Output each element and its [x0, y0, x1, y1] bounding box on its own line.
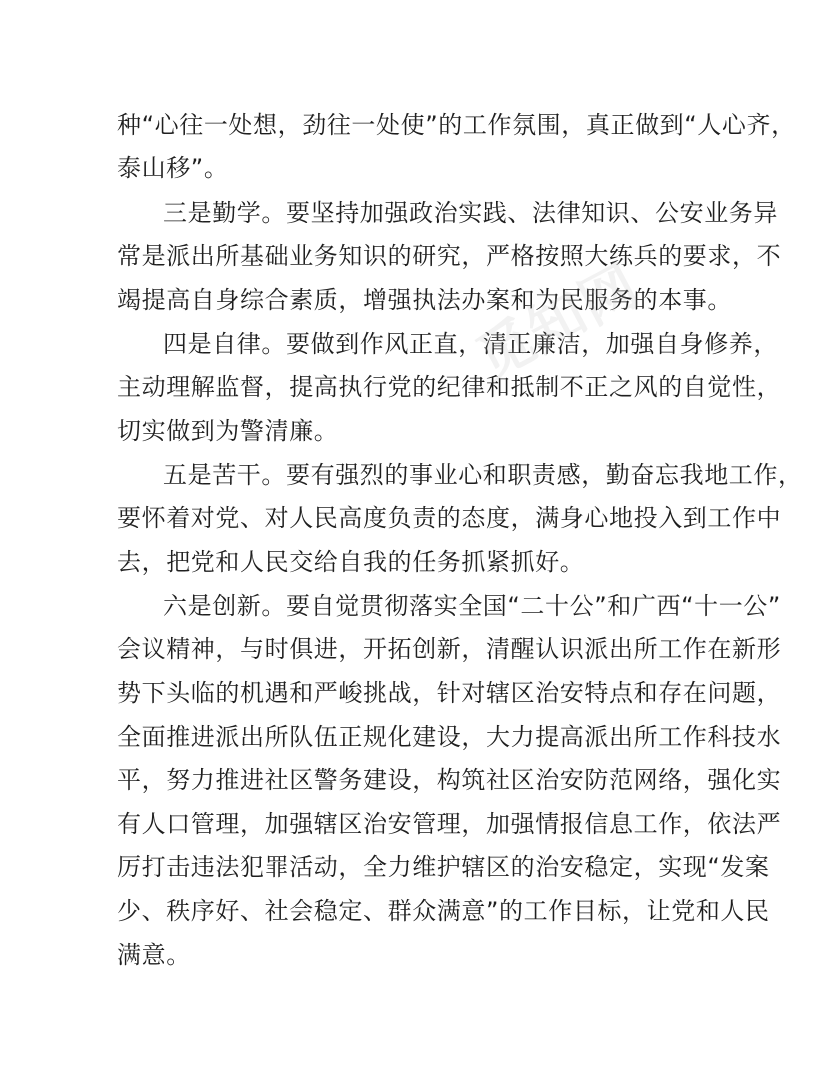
paragraph-4-line-2: 要怀着对党、对人民高度负责的态度，满身心地投入到工作中 — [117, 504, 782, 532]
paragraph-1-line-2: 泰山移”。 — [117, 154, 229, 182]
paragraph-3-line-1: 四是自律。要做到作风正直，清正廉洁，加强自身修养， — [163, 330, 778, 358]
paragraph-5-line-8: 少、秩序好、社会稳定、群众满意”的工作目标，让党和人民 — [117, 897, 770, 925]
paragraph-5-line-1: 六是创新。要自觉贯彻落实全国“二十公”和广西“十一公” — [163, 592, 781, 620]
paragraph-2-line-3: 竭提高自身综合素质，增强执法办案和为民服务的本事。 — [117, 286, 732, 314]
paragraph-5-line-4: 全面推进派出所队伍正规化建设，大力提高派出所工作科技水 — [117, 723, 782, 751]
paragraph-4-line-3: 去，把党和人民交给自我的任务抓紧抓好。 — [117, 548, 585, 576]
paragraph-2-line-1: 三是勤学。要坚持加强政治实践、法律知识、公安业务异 — [163, 199, 778, 227]
paragraph-2-line-2: 常是派出所基础业务知识的研究，严格按照大练兵的要求，不 — [117, 242, 782, 270]
paragraph-5-line-2: 会议精神，与时俱进，开拓创新，清醒认识派出所工作在新形 — [117, 635, 782, 663]
paragraph-5-line-5: 平，努力推进社区警务建设，构筑社区治安防范网络，强化实 — [117, 766, 782, 794]
paragraph-1-line-1: 种“心往一处想，劲往一处使”的工作氛围，真正做到“人心齐， — [117, 111, 796, 139]
paragraph-5-line-3: 势下头临的机遇和严峻挑战，针对辖区治安特点和存在问题， — [117, 679, 782, 707]
paragraph-4-line-1: 五是苦干。要有强烈的事业心和职责感，勤奋忘我地工作， — [163, 461, 803, 489]
paragraph-5-line-7: 厉打击违法犯罪活动，全力维护辖区的治安稳定，实现“发案 — [117, 853, 770, 881]
paragraph-3-line-3: 切实做到为警清廉。 — [117, 417, 339, 445]
paragraph-3-line-2: 主动理解监督，提高执行党的纪律和抵制不正之风的自觉性， — [117, 373, 782, 401]
watermark-text: 觅知网 — [466, 252, 651, 392]
paragraph-5-line-6: 有人口管理，加强辖区治安管理，加强情报信息工作，依法严 — [117, 810, 782, 838]
paragraph-5-line-9: 满意。 — [117, 941, 191, 969]
